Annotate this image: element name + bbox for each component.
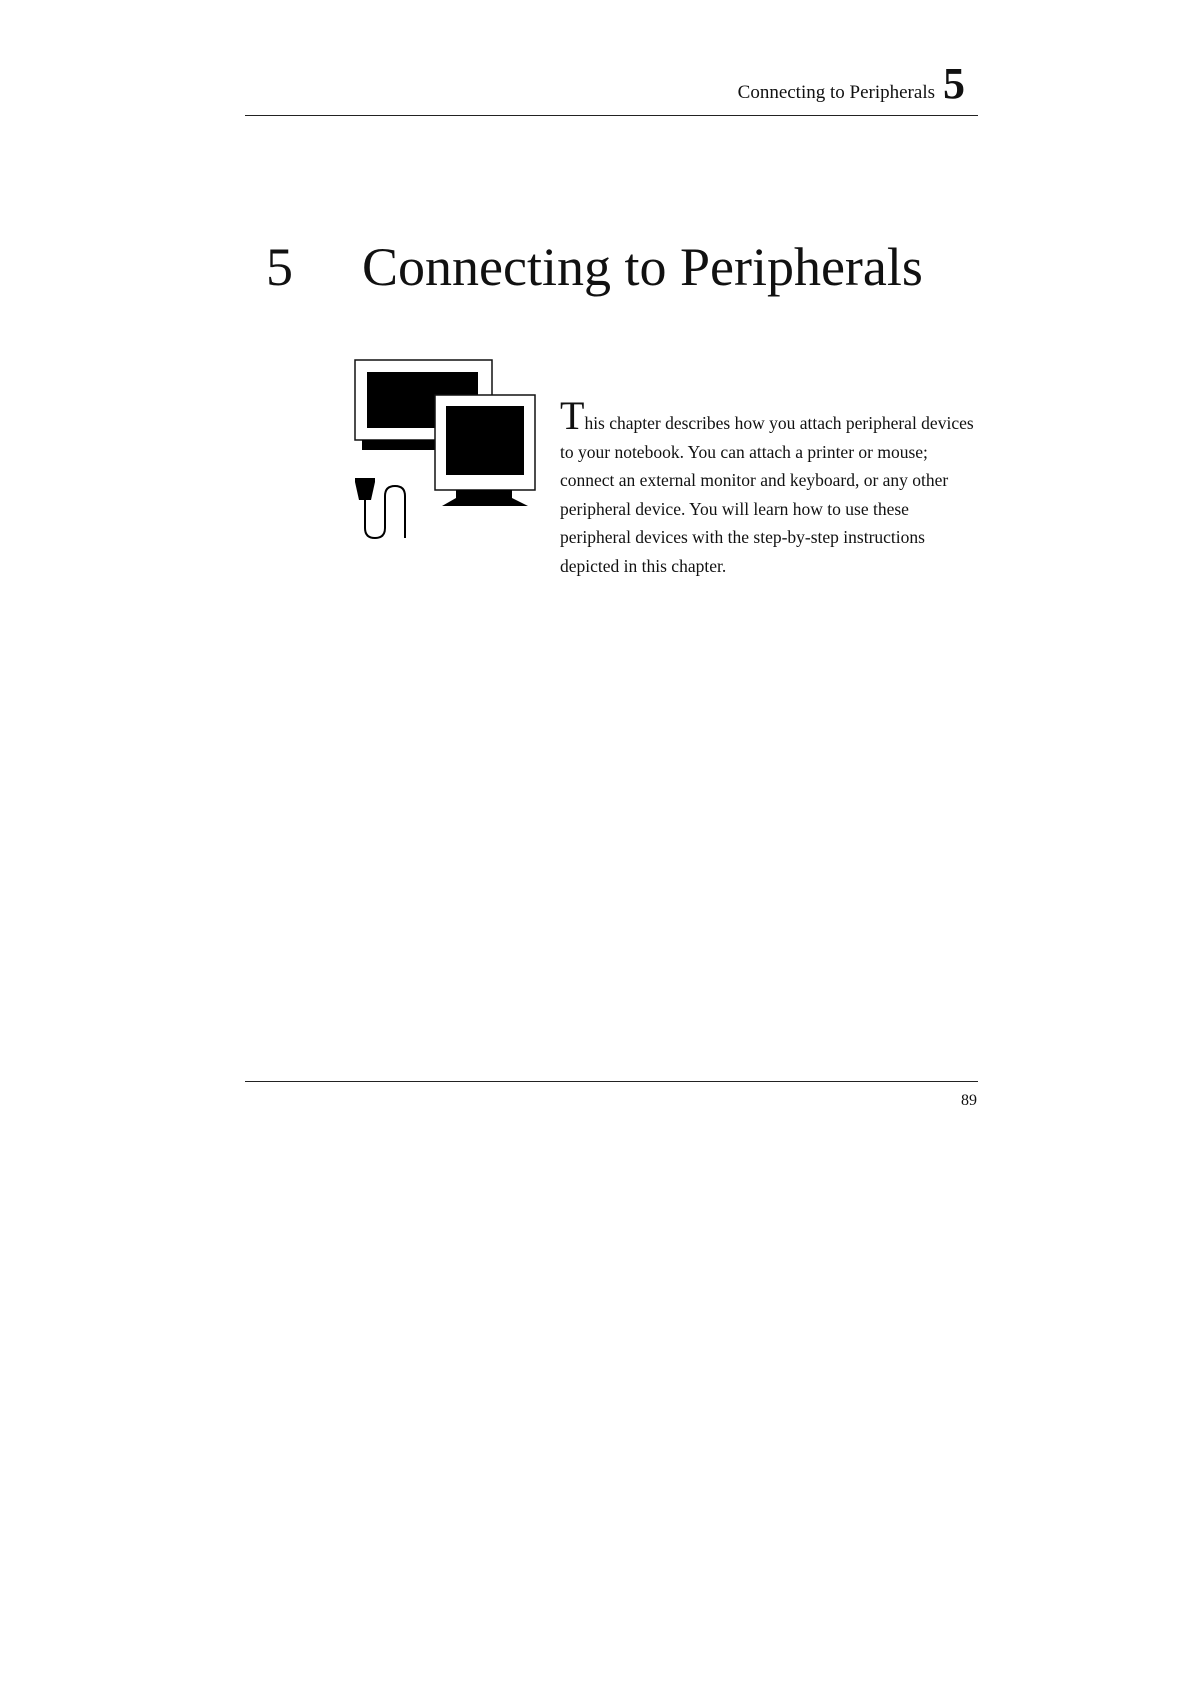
footer-rule — [245, 1081, 978, 1082]
chapter-heading — [266, 237, 923, 297]
page-number: 89 — [961, 1092, 977, 1109]
intro-text: his chapter describes how you attach peripheral devices to your notebook. You can attach a printer or mouse; connect an external monitor and keyboard, or any other peripheral device. You will learn how to use these peripheral devices with the step-by-step instructions depicted in this chapter. — [560, 413, 974, 576]
monitors-cable-icon — [352, 358, 537, 548]
running-header — [737, 59, 965, 108]
running-header-title: Connecting to Peripherals — [737, 82, 935, 103]
chapter-title: Connecting to Peripherals — [362, 237, 923, 297]
running-header-chapter-number: 5 — [943, 59, 965, 108]
intro-dropcap: T — [560, 393, 585, 438]
intro-paragraph — [560, 393, 980, 580]
header-rule — [245, 115, 978, 116]
chapter-number: 5 — [266, 237, 293, 297]
